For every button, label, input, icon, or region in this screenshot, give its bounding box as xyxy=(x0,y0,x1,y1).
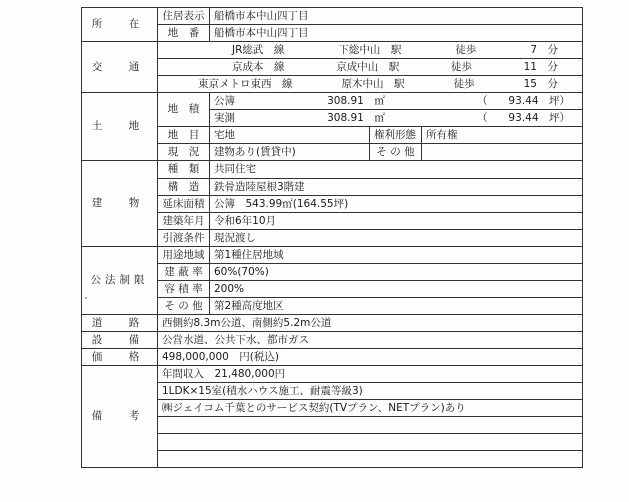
legal-bcr-value: 60%(70%) xyxy=(210,264,583,281)
location-row-1 xyxy=(82,8,583,25)
location-row-2 xyxy=(82,25,583,42)
remarks-line-1: 年間収入 21,480,000円 xyxy=(158,366,583,383)
building-floor-value: 公簿 543.99㎡(164.55坪) xyxy=(210,196,583,213)
land-category-label: 地 目 xyxy=(158,127,210,144)
land-other-label: そ の 他 xyxy=(370,144,422,161)
price-label: 価 格 xyxy=(82,349,158,366)
facilities-row xyxy=(82,332,583,349)
building-type-row xyxy=(82,161,583,179)
road-value: 西側約8.3m公道、南側約5.2m公道 xyxy=(158,315,583,332)
transport-line-1-walk: 徒歩 xyxy=(455,43,477,56)
building-delivery-value: 現況渡し xyxy=(210,230,583,247)
transport-line-3 xyxy=(158,76,583,93)
land-public-area: 308.91 ㎡ xyxy=(327,94,385,107)
building-structure-value: 鉄骨造陸屋根3階建 xyxy=(210,179,583,196)
transport-line-1-min: 7 分 xyxy=(530,43,558,56)
residential-value: 船橋市本中山四丁目 xyxy=(210,8,583,25)
land-public-cell xyxy=(210,93,583,110)
transport-line-3-min: 15 分 xyxy=(523,77,558,90)
land-header: 土 地 xyxy=(82,93,158,161)
remarks-row-4 xyxy=(82,417,583,434)
transport-line-3-station: 原木中山 駅 xyxy=(341,77,405,90)
remarks-row-3 xyxy=(82,400,583,417)
legal-header: 公法制限 xyxy=(82,247,158,315)
transport-header: 交 通 xyxy=(82,42,158,93)
remarks-line-2: 1LDK×15室(積水ハウス施工、耐震等級3) xyxy=(158,383,583,400)
remarks-line-3: ㈱ジェイコム千葉とのサービス契約(TVプラン、NETプラン)あり xyxy=(158,400,583,417)
residential-label: 住居表示 xyxy=(158,8,210,25)
legal-bcr-row xyxy=(82,264,583,281)
property-table xyxy=(81,7,583,468)
remarks-header: 備 考 xyxy=(82,366,158,468)
legal-far-row xyxy=(82,281,583,298)
land-status-label: 現 況 xyxy=(158,144,210,161)
transport-line-2-min: 11 分 xyxy=(523,60,558,73)
land-actual-area: 308.91 ㎡ xyxy=(327,111,385,124)
legal-zone-label: 用途地域 xyxy=(158,247,210,264)
facilities-value: 公営水道、公共下水、都市ガス xyxy=(158,332,583,349)
scan-speck xyxy=(85,297,87,299)
building-structure-row xyxy=(82,179,583,196)
remarks-row-1 xyxy=(82,366,583,383)
land-actual-tsubo: （ 93.44 坪） xyxy=(476,111,570,124)
remarks-line-4 xyxy=(158,417,583,434)
building-structure-label: 構 造 xyxy=(158,179,210,196)
building-built-label: 建築年月 xyxy=(158,213,210,230)
transport-line-3-walk: 徒歩 xyxy=(453,77,475,90)
legal-other-value: 第2種高度地区 xyxy=(210,298,583,315)
location-header: 所 在 xyxy=(82,8,158,42)
transport-line-2-line: 京成本 線 xyxy=(232,60,285,73)
price-value: 498,000,000 円(税込) xyxy=(158,349,583,366)
land-public-tsubo: （ 93.44 坪） xyxy=(476,94,570,107)
land-public-label: 公簿 xyxy=(214,94,235,107)
building-type-label: 種 類 xyxy=(158,161,210,179)
legal-far-value: 200% xyxy=(210,281,583,298)
lot-label: 地 番 xyxy=(158,25,210,42)
building-type-value: 共同住宅 xyxy=(210,161,583,179)
transport-line-1-line: JR総武 線 xyxy=(232,43,285,56)
land-rights-label: 権利形態 xyxy=(370,127,422,144)
building-delivery-label: 引渡条件 xyxy=(158,230,210,247)
road-row xyxy=(82,315,583,332)
building-built-value: 令和6年10月 xyxy=(210,213,583,230)
land-category-row xyxy=(82,127,583,144)
remarks-row-5 xyxy=(82,434,583,451)
transport-row-1 xyxy=(82,42,583,59)
building-built-row xyxy=(82,213,583,230)
land-area-label: 地 積 xyxy=(158,93,210,127)
transport-line-3-line: 東京メトロ東西 線 xyxy=(198,77,293,90)
remarks-row-2 xyxy=(82,383,583,400)
legal-far-label: 容 積 率 xyxy=(158,281,210,298)
land-actual-label: 実測 xyxy=(214,111,235,124)
building-floor-row xyxy=(82,196,583,213)
land-actual-cell xyxy=(210,110,583,127)
transport-row-2 xyxy=(82,59,583,76)
legal-other-row xyxy=(82,298,583,315)
transport-line-2-walk: 徒歩 xyxy=(450,60,472,73)
lot-value: 船橋市本中山四丁目 xyxy=(210,25,583,42)
building-header: 建 物 xyxy=(82,161,158,247)
land-category-value: 宅地 xyxy=(210,127,370,144)
transport-row-3 xyxy=(82,76,583,93)
land-other-value xyxy=(422,144,583,161)
land-rights-value: 所有権 xyxy=(422,127,583,144)
building-delivery-row xyxy=(82,230,583,247)
transport-line-1 xyxy=(158,42,583,59)
transport-line-2 xyxy=(158,59,583,76)
legal-other-label: そ の 他 xyxy=(158,298,210,315)
remarks-row-6 xyxy=(82,451,583,468)
remarks-line-5 xyxy=(158,434,583,451)
facilities-label: 設 備 xyxy=(82,332,158,349)
road-label: 道 路 xyxy=(82,315,158,332)
transport-line-2-station: 京成中山 駅 xyxy=(336,60,400,73)
price-row xyxy=(82,349,583,366)
legal-bcr-label: 建 蔽 率 xyxy=(158,264,210,281)
remarks-line-6 xyxy=(158,451,583,468)
legal-zone-value: 第1種住居地域 xyxy=(210,247,583,264)
legal-zone-row xyxy=(82,247,583,264)
land-public-row xyxy=(82,93,583,110)
land-status-row xyxy=(82,144,583,161)
land-status-value: 建物あり(賃貸中) xyxy=(210,144,370,161)
building-floor-label: 延床面積 xyxy=(158,196,210,213)
transport-line-1-station: 下総中山 駅 xyxy=(338,43,402,56)
